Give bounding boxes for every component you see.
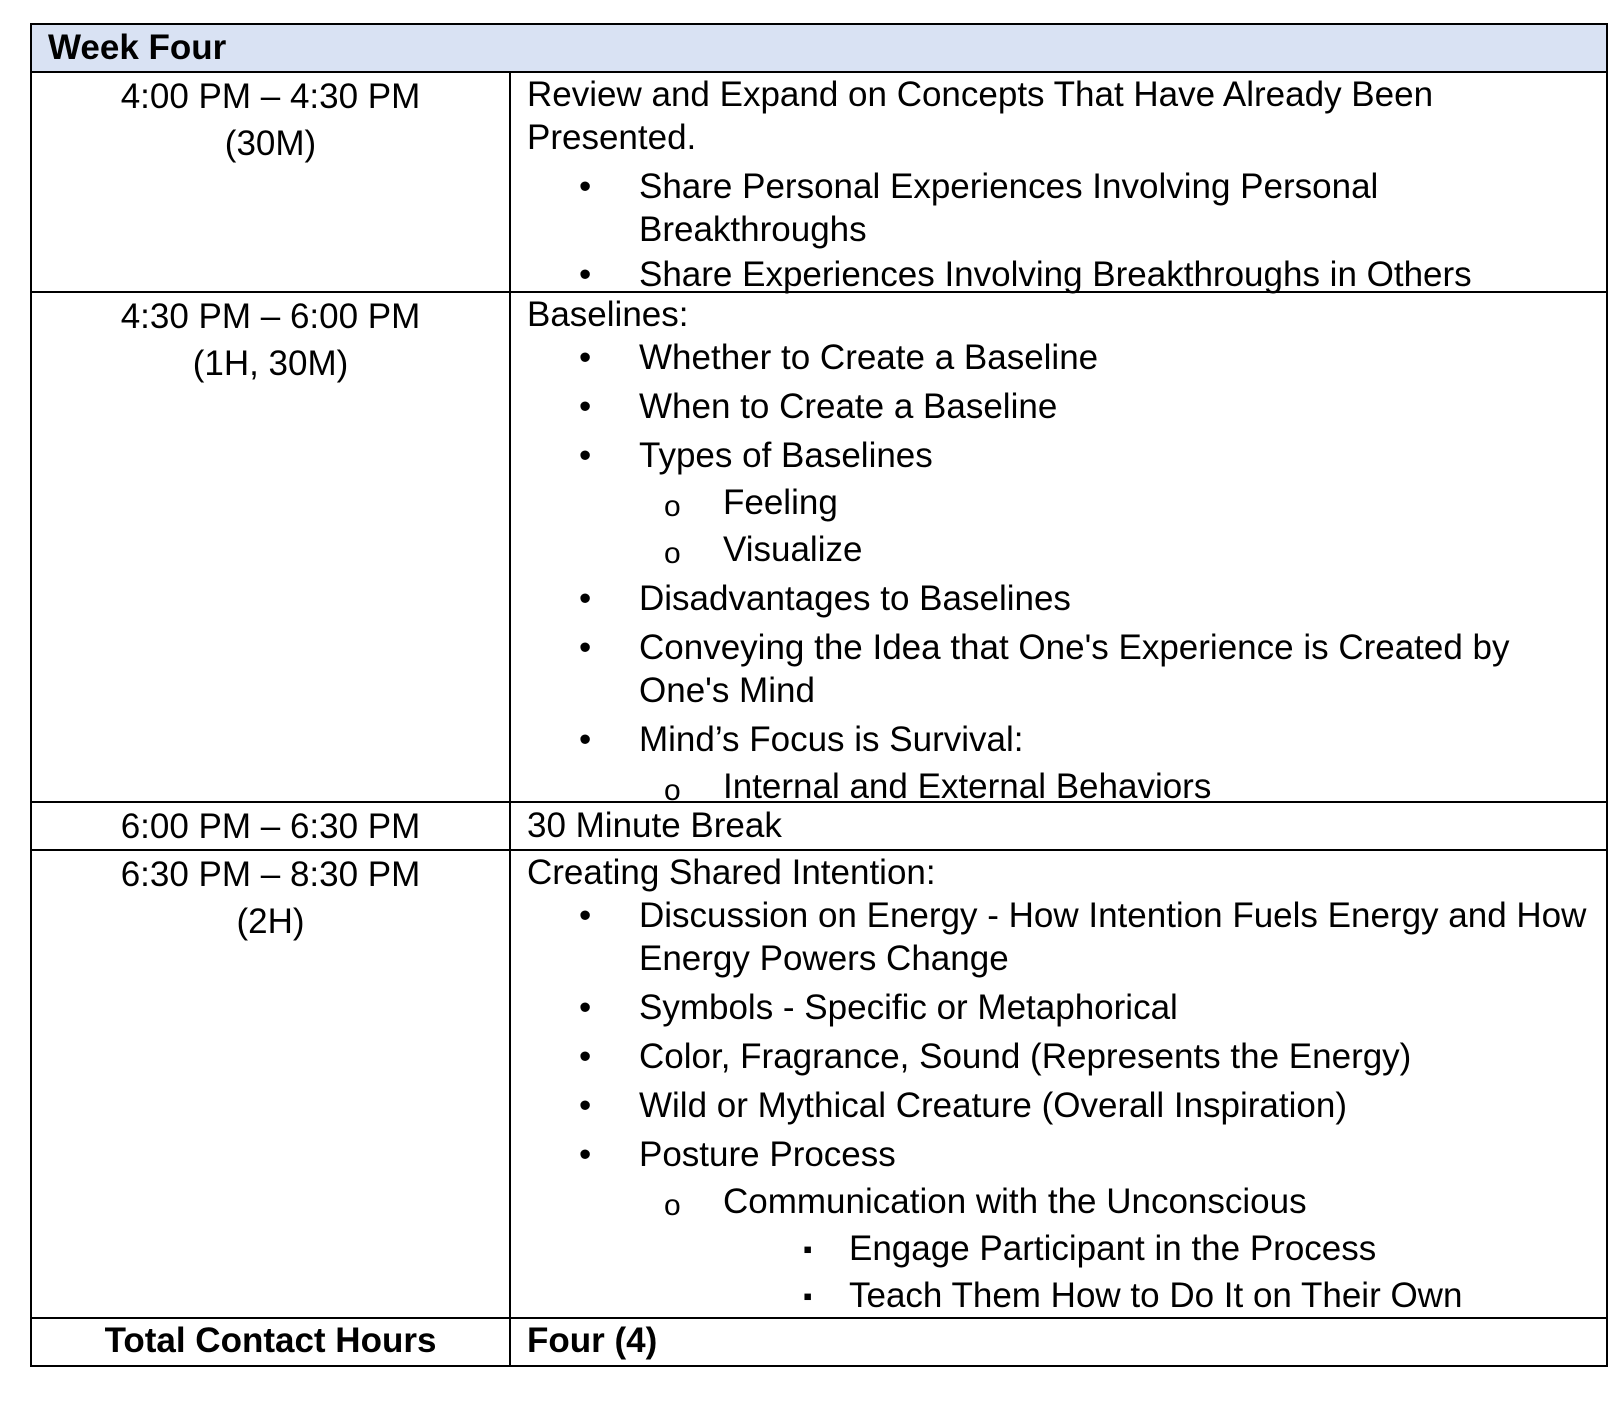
- time-range: 4:00 PM – 4:30 PM: [120, 77, 421, 116]
- time-cell: [32, 803, 511, 849]
- list-item: • Types of Baselines: [527, 434, 1606, 477]
- schedule-table: [30, 23, 1608, 1367]
- content-cell: [511, 73, 1606, 294]
- list-item: • Discussion on Energy - How Intention Fuels Energy and How Energy Powers Change: [527, 894, 1599, 980]
- topic-title: 30 Minute Break: [527, 806, 782, 845]
- total-row: [32, 1319, 1606, 1365]
- content-cell: [511, 293, 1606, 806]
- table-row: [32, 293, 1606, 806]
- list-item: • Disadvantages to Baselines: [527, 577, 1606, 620]
- content-cell: [511, 851, 1606, 1317]
- topic-title: Creating Shared Intention:: [527, 853, 936, 892]
- table-header: [32, 25, 1606, 73]
- table-row: [32, 851, 1606, 1319]
- table-row: [32, 803, 1606, 851]
- topic-list: [527, 894, 1606, 1317]
- list-item: • Share Personal Experiences Involving Personal Breakthroughs: [527, 165, 1419, 251]
- list-item: o Communication with the Unconscious: [527, 1181, 1606, 1223]
- table-row: [32, 73, 1606, 293]
- time-range: 6:00 PM – 6:30 PM: [120, 807, 421, 846]
- list-item: o Feeling: [527, 482, 1606, 524]
- list-item: • Posture Process: [527, 1133, 1606, 1176]
- topic-list: [527, 336, 1606, 808]
- list-item: ▪ Teach Them How to Do It on Their Own: [527, 1275, 1606, 1317]
- list-item: o Visualize: [527, 529, 1606, 571]
- list-item: • Symbols - Specific or Metaphorical: [527, 986, 1606, 1029]
- duration: (30M): [224, 124, 317, 163]
- list-item: ▪ Engage Participant in the Process: [527, 1228, 1606, 1270]
- duration: (2H): [236, 902, 305, 941]
- list-item: • When to Create a Baseline: [527, 385, 1606, 428]
- week-title: Week Four: [48, 28, 227, 67]
- list-item: • Conveying the Idea that One's Experience is Created by One's Mind: [527, 626, 1599, 712]
- time-range: 6:30 PM – 8:30 PM: [120, 855, 421, 894]
- list-item: • Whether to Create a Baseline: [527, 336, 1606, 379]
- list-item: • Wild or Mythical Creature (Overall Inspiration): [527, 1084, 1606, 1127]
- time-cell: [32, 293, 511, 801]
- time-range: 4:30 PM – 6:00 PM: [120, 297, 421, 336]
- time-cell: [32, 851, 511, 1317]
- list-item: • Share Experiences Involving Breakthroughs in Others: [527, 253, 1606, 296]
- list-item: • Color, Fragrance, Sound (Represents the Energy): [527, 1035, 1606, 1078]
- topic-list: [527, 165, 1606, 296]
- topic-title: Review and Expand on Concepts That Have Already Been Presented.: [527, 75, 1434, 157]
- topic-title: Baselines:: [527, 295, 689, 334]
- total-value: Four (4): [527, 1321, 658, 1360]
- time-cell: [32, 73, 511, 291]
- list-item: • Mind’s Focus is Survival:: [527, 718, 1606, 761]
- list-item: o Internal and External Behaviors: [527, 766, 1606, 808]
- duration: (1H, 30M): [192, 344, 349, 383]
- total-label: Total Contact Hours: [32, 1319, 511, 1365]
